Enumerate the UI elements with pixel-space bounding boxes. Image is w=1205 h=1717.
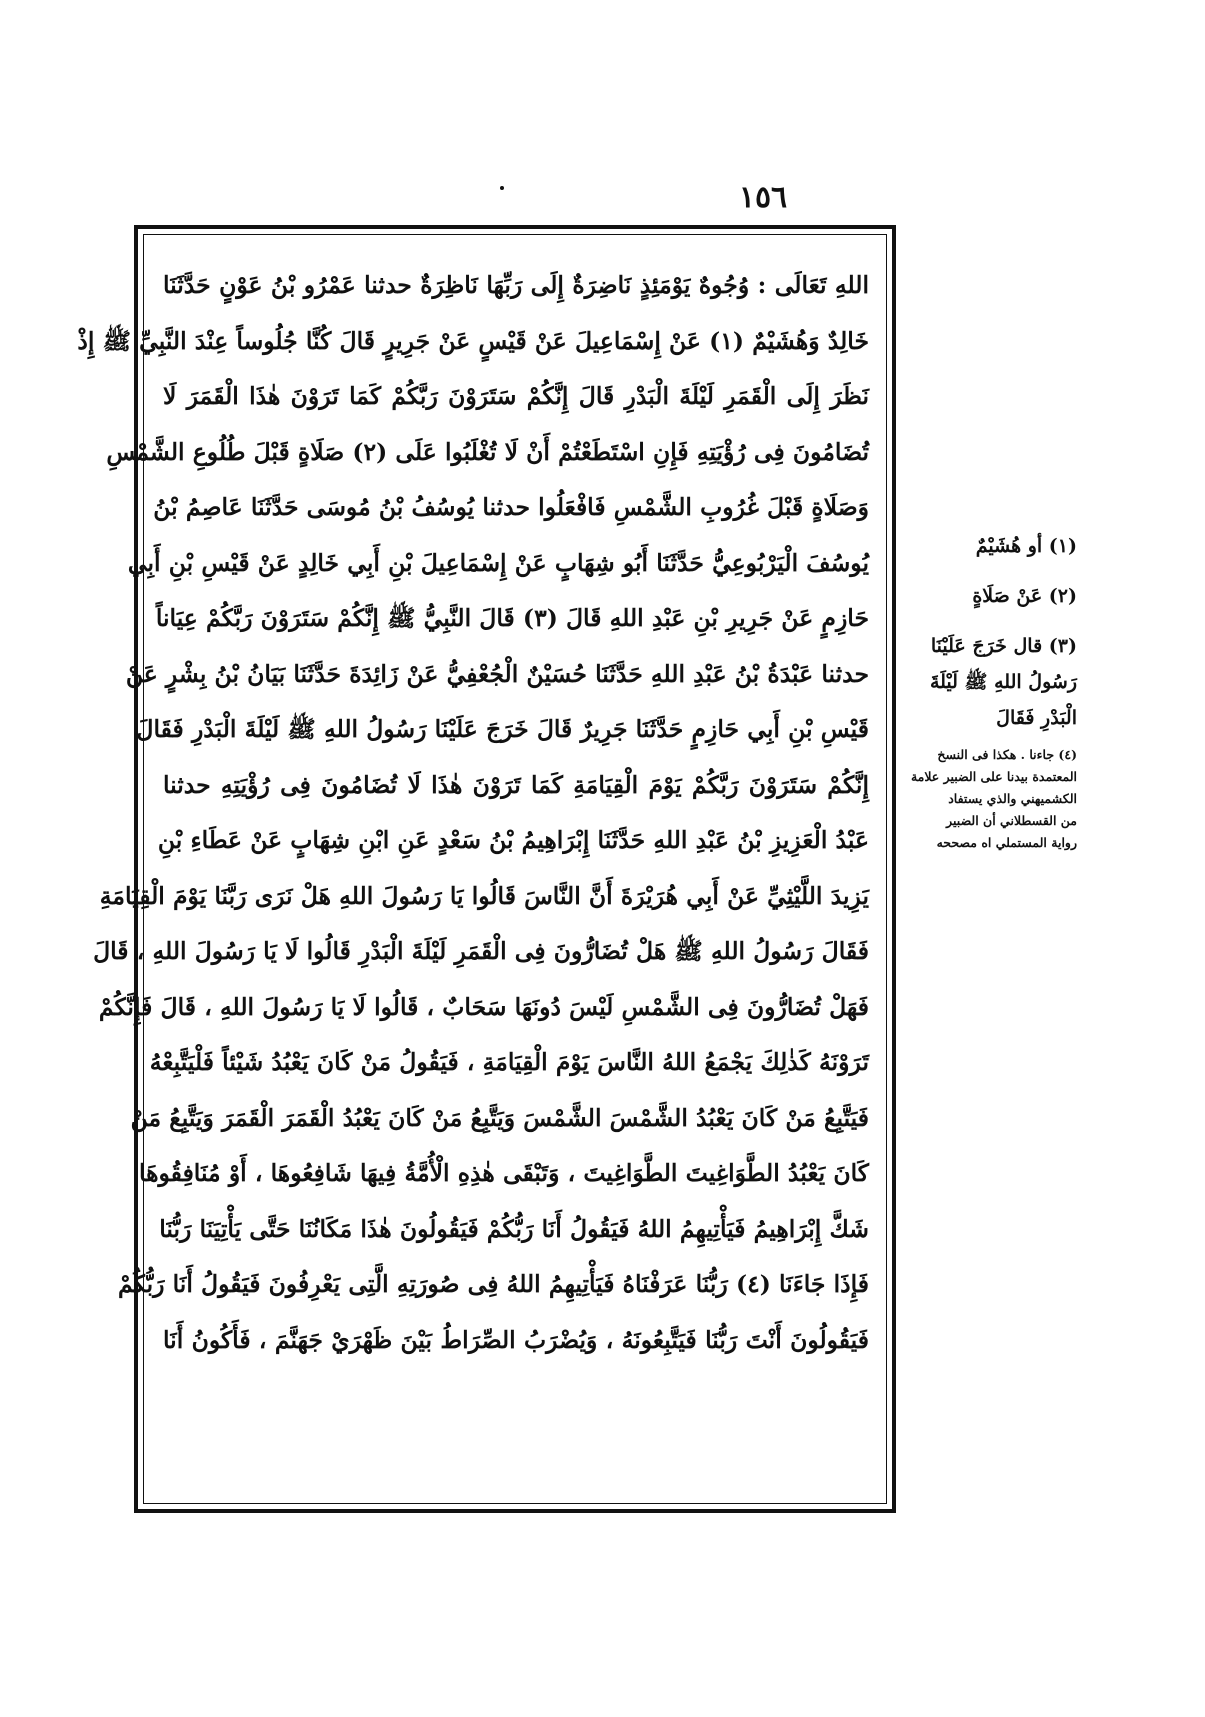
- text-line: يَزِيدَ اللَّيْثِيِّ عَنْ أَبِي هُرَيْرَةَ أَنَّ النَّاسَ قَالُوا يَا رَسُولَ اللهِ هَلْ نَرَى رَبَّنَا يَوْمَ الْقِيَامَةِ: [99, 881, 869, 910]
- text-line: يُوسُفَ الْيَرْبُوعِيُّ حَدَّثَنَا أَبُو شِهَابٍ عَنْ إِسْمَاعِيلَ بْنِ أَبِي خَالِدٍ عَنْ قَيْسِ بْنِ أَبِي: [127, 548, 869, 577]
- margin-note-3-line: الْبَدْرِ فَقَالَ: [996, 707, 1077, 729]
- margin-note-1: (١) أو هُشَيْمٌ: [975, 535, 1077, 557]
- margin-note-4-line: المعتمدة بيدنا على الضبير علامة: [910, 769, 1077, 784]
- text-line: حدثنا عَبْدَةُ بْنُ عَبْدِ اللهِ حَدَّثَنَا حُسَيْنٌ الْجُعْفِيُّ عَنْ زَائِدَةَ حَدَّثَنَا بَيَانُ بْنُ بِشْرٍ عَنْ: [125, 659, 869, 688]
- text-line: قَيْسِ بْنِ أَبِي حَازِمٍ حَدَّثَنَا جَرِيرٌ قَالَ خَرَجَ عَلَيْنَا رَسُولُ اللهِ ﷺ لَيْلَةَ الْبَدْرِ فَقَالَ: [136, 715, 869, 743]
- margin-note-4-line: الكشميهني والذي يستفاد: [948, 791, 1077, 806]
- text-line: خَالِدٌ وَهُشَيْمٌ (١) عَنْ إِسْمَاعِيلَ عَنْ قَيْسٍ عَنْ جَرِيرٍ قَالَ كُنَّا جُلُوساً عِنْدَ النَّبِيِّ ﷺ إِذْ: [77, 326, 869, 355]
- text-line: فَيَقُولُونَ أَنْتَ رَبُّنَا فَيَتَّبِعُونَهُ ، وَيُضْرَبُ الصِّرَاطُ بَيْنَ ظَهْرَيْ جَهَنَّمَ ، فَأَكُونُ أَنَا: [163, 1325, 869, 1354]
- text-line: وَصَلَاةٍ قَبْلَ غُرُوبِ الشَّمْسِ فَافْعَلُوا حدثنا يُوسُفُ بْنُ مُوسَى حَدَّثَنَا عَاصِمُ بْنُ: [153, 493, 869, 521]
- text-line: شَكَّ إِبْرَاهِيمُ فَيَأْتِيهِمُ اللهُ فَيَقُولُ أَنَا رَبُّكُمْ فَيَقُولُونَ هٰذَا مَكَانُنَا حَتَّى يَأْتِيَنَا رَبُّنَا: [159, 1214, 869, 1243]
- text-line: نَظَرَ إِلَى الْقَمَرِ لَيْلَةَ الْبَدْرِ قَالَ إِنَّكُمْ سَتَرَوْنَ رَبَّكُمْ كَمَا تَرَوْنَ هٰذَا الْقَمَرَ لَا: [163, 382, 869, 410]
- text-line: تَرَوْنَهُ كَذٰلِكَ يَجْمَعُ اللهُ النَّاسَ يَوْمَ الْقِيَامَةِ ، فَيَقُولُ مَنْ كَانَ يَعْبُدُ شَيْئاً فَلْيَتَّبِعْهُ: [149, 1048, 869, 1076]
- text-line: حَازِمٍ عَنْ جَرِيرِ بْنِ عَبْدِ اللهِ قَالَ (٣) قَالَ النَّبِيُّ ﷺ إِنَّكُمْ سَتَرَوْنَ رَبَّكُمْ عِيَاناً: [155, 604, 869, 632]
- header-dot: [500, 186, 504, 190]
- margin-note-2: (٢) عَنْ صَلَاةٍ: [972, 585, 1077, 607]
- text-line: إِنَّكُمْ سَتَرَوْنَ رَبَّكُمْ يَوْمَ الْقِيَامَةِ كَمَا تَرَوْنَ هٰذَا لَا تُضَامُونَ فِى رُؤْيَتِهِ حدثنا: [163, 770, 869, 799]
- text-line: فَإِذَا جَاءَنَا (٤) رَبُّنَا عَرَفْنَاهُ فَيَأْتِيهِمُ اللهُ فِى صُورَتِهِ الَّتِى يَعْرِفُونَ فَيَقُولُ أَنَا رَبُّكُمْ: [117, 1270, 869, 1298]
- margin-note-4-line: رواية المستملي اه مصححه: [936, 835, 1077, 850]
- margin-note-4-line: (٤) جاءنا . هكذا فى النسخ: [937, 747, 1077, 762]
- margin-note-3-line: رَسُولُ اللهِ ﷺ لَيْلَةَ: [929, 671, 1077, 693]
- main-text-block: [77, 258, 869, 1490]
- margin-note-3-line: (٣) قال خَرَجَ عَلَيْنَا: [930, 635, 1077, 657]
- text-line: فَهَلْ تُضَارُّونَ فِى الشَّمْسِ لَيْسَ دُونَهَا سَحَابٌ ، قَالُوا لَا يَا رَسُولَ اللهِ ، قَالَ فَإِنَّكُمْ: [98, 992, 869, 1021]
- page-number: ١٥٦: [738, 180, 788, 215]
- margin-notes: [905, 528, 1077, 854]
- text-line: فَقَالَ رَسُولُ اللهِ ﷺ هَلْ تُضَارُّونَ فِى الْقَمَرِ لَيْلَةَ الْبَدْرِ قَالُوا لَا يَا رَسُولَ اللهِ ، قَالَ: [93, 937, 869, 965]
- text-line: تُضَامُونَ فِى رُؤْيَتِهِ فَإِنِ اسْتَطَعْتُمْ أَنْ لَا تُغْلَبُوا عَلَى (٢) صَلَاةٍ قَبْلَ طُلُوعِ الشَّمْسِ: [106, 437, 869, 466]
- text-line: عَبْدُ الْعَزِيزِ بْنُ عَبْدِ اللهِ حَدَّثَنَا إِبْرَاهِيمُ بْنُ سَعْدٍ عَنِ ابْنِ شِهَابٍ عَنْ عَطَاءِ بْنِ: [157, 826, 869, 854]
- text-line: كَانَ يَعْبُدُ الطَّوَاغِيتَ الطَّوَاغِيتَ ، وَتَبْقَى هٰذِهِ الْأُمَّةُ فِيهَا شَافِعُوهَا ، أَوْ مُنَافِقُوهَا: [138, 1159, 869, 1187]
- margin-note-4-line: من القسطلاني أن الضبير: [946, 813, 1077, 828]
- text-line: اللهِ تَعَالَى : وُجُوهٌ يَوْمَئِذٍ نَاضِرَةٌ إِلَى رَبِّهَا نَاظِرَةٌ حدثنا عَمْرُو بْنُ عَوْنٍ حَدَّثَنَا: [163, 271, 869, 299]
- text-line: فَيَتَّبِعُ مَنْ كَانَ يَعْبُدُ الشَّمْسَ الشَّمْسَ وَيَتَّبِعُ مَنْ كَانَ يَعْبُدُ الْقَمَرَ الْقَمَرَ وَيَتَّبِعُ مَنْ: [130, 1103, 869, 1132]
